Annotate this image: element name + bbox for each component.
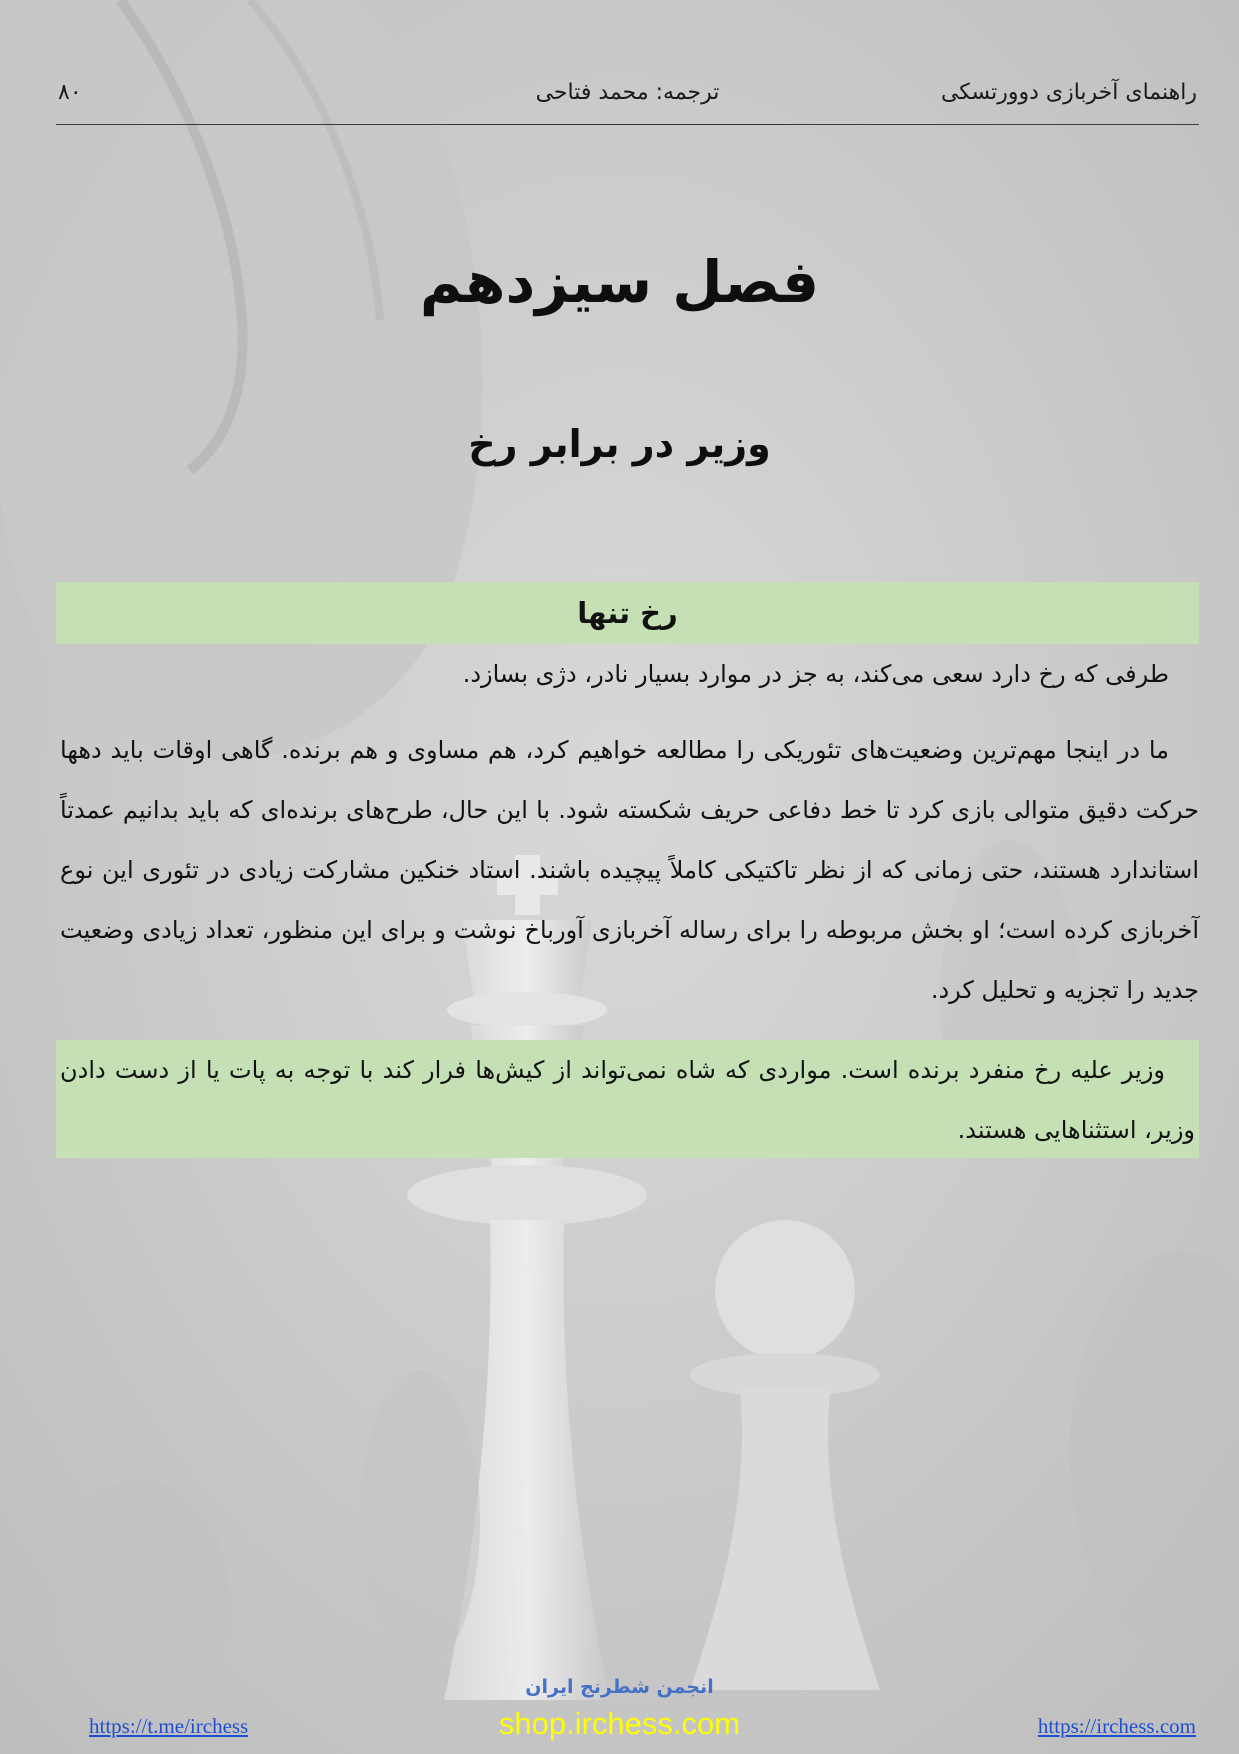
footer-organization: انجمن شطرنج ایران <box>525 1676 714 1698</box>
footer-shop-link[interactable]: shop.irchess.com <box>498 1706 741 1741</box>
website-link[interactable]: https://irchess.com <box>1037 1714 1196 1738</box>
book-title: راهنمای آخربازی دوورتسکی <box>940 80 1197 105</box>
highlight-box <box>56 1040 1199 1158</box>
paragraph-intro: طرفی که رخ دارد سعی می‌کند، به جز در موارد بسیار نادر، دژی بسازد. <box>462 660 1169 688</box>
chapter-subtitle: وزیر در برابر رخ <box>468 422 771 466</box>
chapter-title: فصل سیزدهم <box>419 248 820 316</box>
translator-credit: ترجمه: محمد فتاحی <box>535 80 720 105</box>
page-header <box>56 78 1199 125</box>
telegram-link[interactable]: https://t.me/irchess <box>89 1714 249 1738</box>
paragraph-main: ما در اینجا مهم‌ترین وضعیت‌های تئوریکی را مطالعه خواهیم کرد، هم مساوی و هم برنده. گاهی اوقات باید دهها حرکت دقیق متوالی بازی کرد تا خط دفاعی حریف شکسته شود. با این حال، طرح‌های برنده‌ای که باید بدانیم عمدتاً استاندارد هستند، حتی زمانی که از نظر تاکتیکی کاملاً پیچیده باشند. استاد خنکین مشارکت زیادی در تئوری این نوع آخربازی کرده است؛ او بخش مربوطه را برای رساله آخربازی آورباخ نوشت و برای این منظور، تعداد زیادی وضعیت جدید را تجزیه و تحلیل کرد. <box>60 736 1199 1004</box>
highlight-text: وزیر علیه رخ منفرد برنده است. مواردی که شاه نمی‌تواند از کیش‌ها فرار کند با توجه به پات یا از دست دادن وزیر، استثناهایی هستند. <box>60 1056 1195 1144</box>
page-number: ۸۰ <box>58 80 82 105</box>
section-heading: رخ تنها <box>56 582 1199 644</box>
